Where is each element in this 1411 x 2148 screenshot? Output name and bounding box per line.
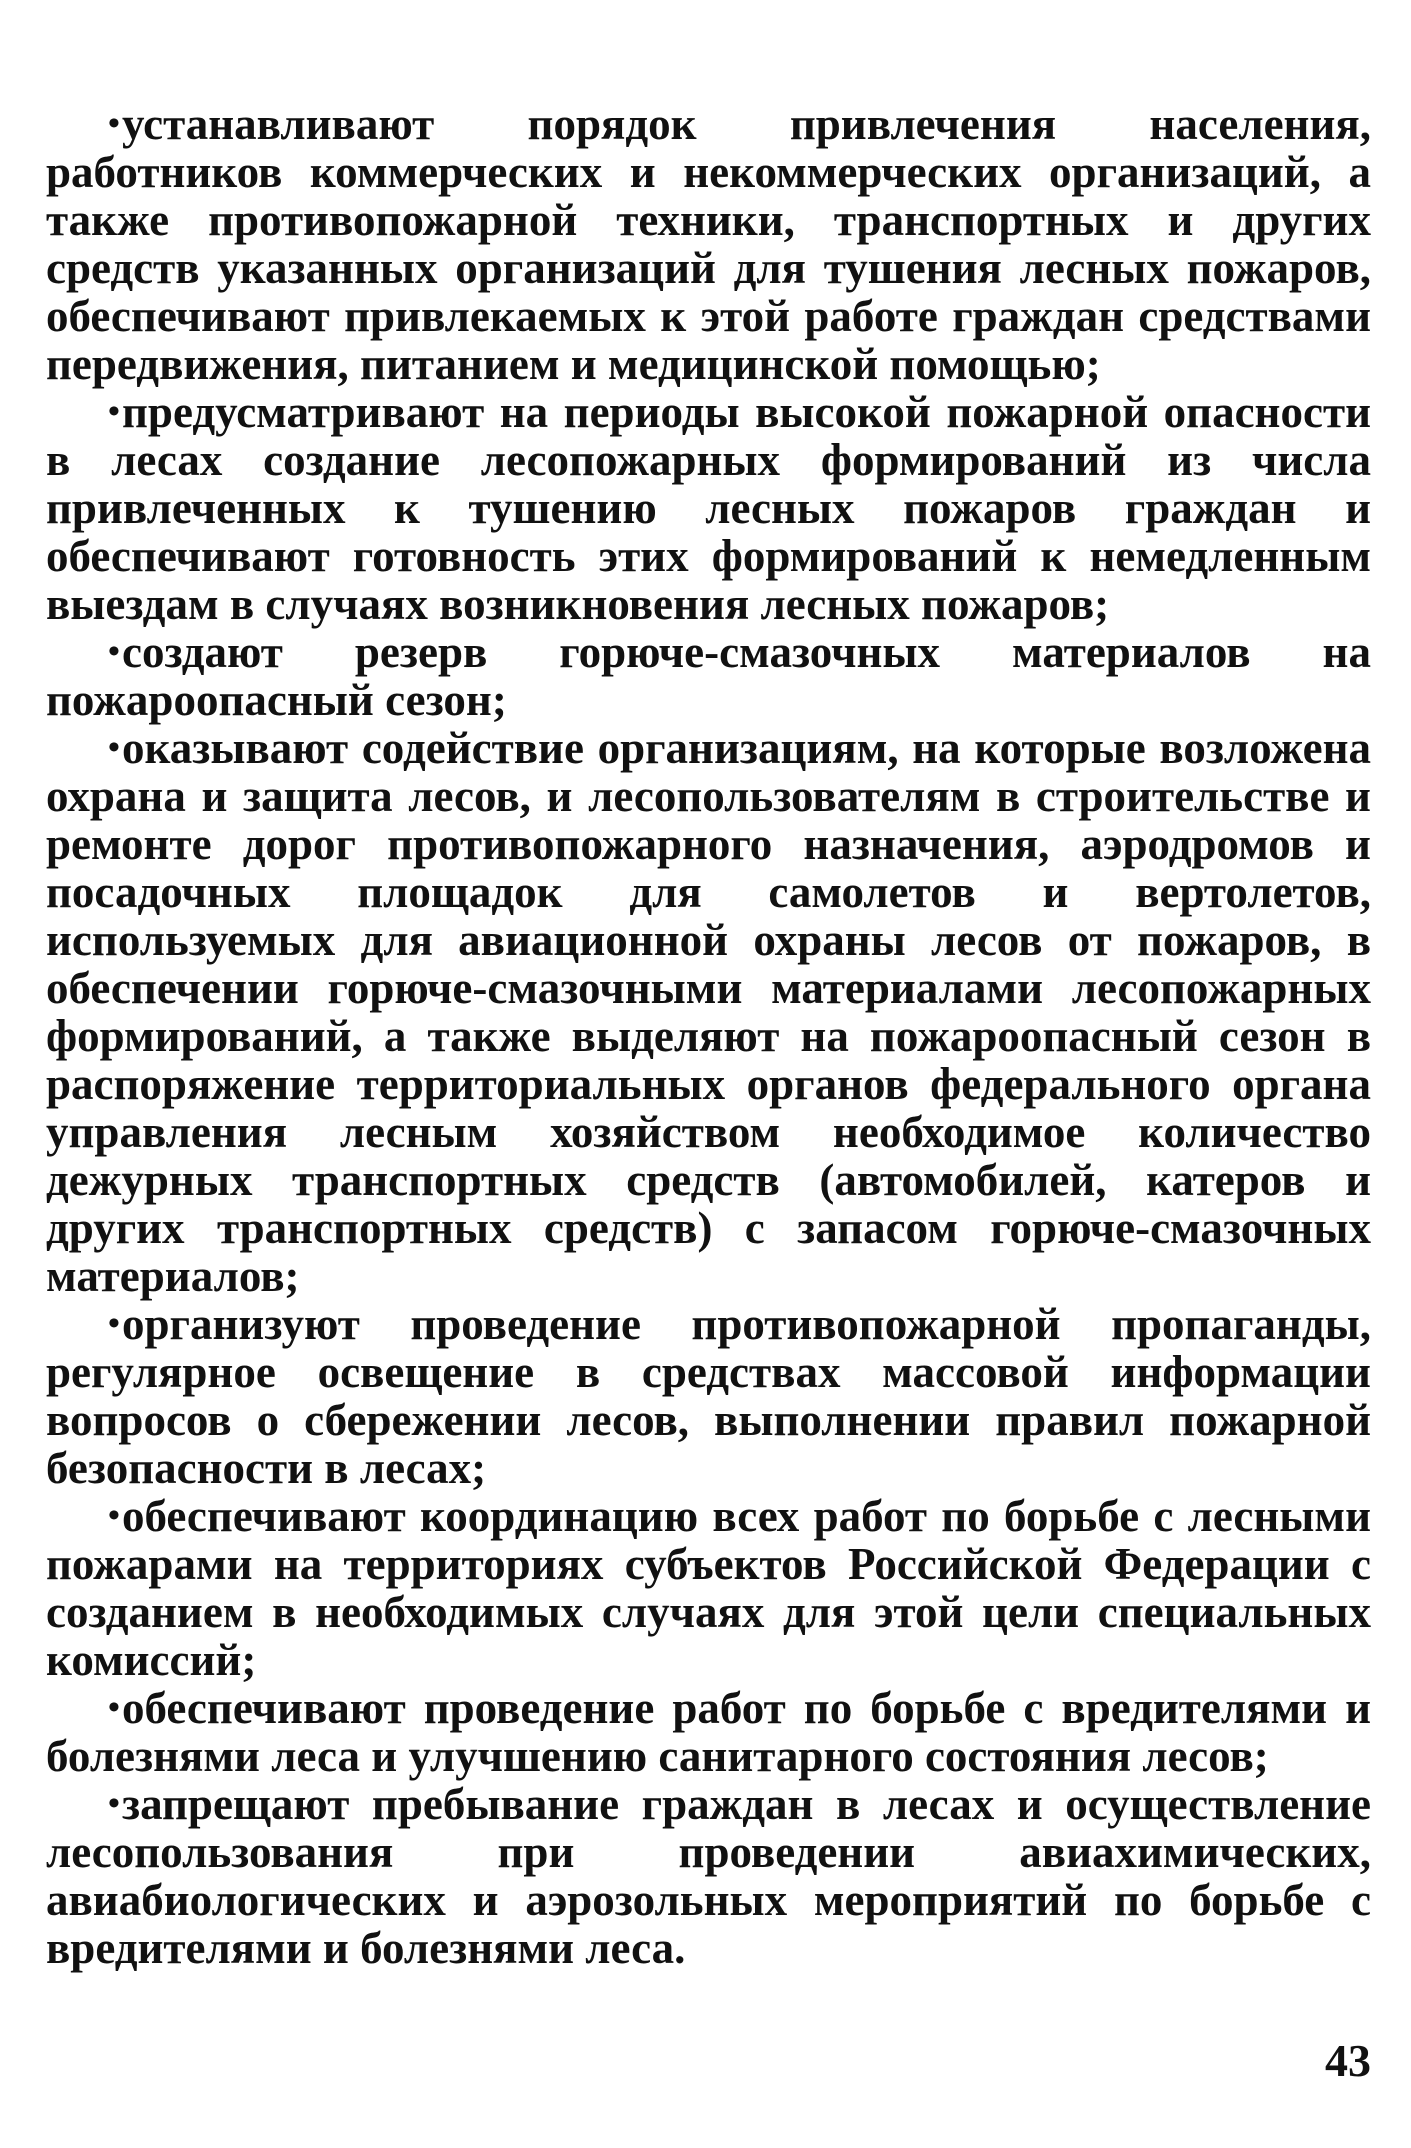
bullet-icon: • <box>108 1689 120 1726</box>
bullet-icon: • <box>108 1785 120 1822</box>
bullet-icon: • <box>108 393 120 430</box>
list-item <box>46 1492 1371 1684</box>
bullet-icon: • <box>108 633 120 670</box>
bullet-list <box>46 100 1371 1972</box>
list-item <box>46 1780 1371 1972</box>
list-item-text: обеспечивают проведение работ по борьбе с вредителями и болезнями леса и улучшению санитарного состояния лесов; <box>46 1683 1371 1781</box>
list-item <box>46 628 1371 724</box>
list-item-text: запрещают пребывание граждан в лесах и осуществление лесопользования при проведении авиахимических, авиабиологических и аэрозольных мероприятий по борьбе с вредителями и болезнями леса. <box>46 1779 1371 1973</box>
bullet-icon: • <box>108 105 120 142</box>
list-item-text: обеспечивают координацию всех работ по борьбе с лесными пожарами на территориях субъектов Российской Федерации с созданием в необходимых случаях для этой цели специальных комиссий; <box>46 1491 1371 1685</box>
list-item <box>46 1300 1371 1492</box>
page-number: 43 <box>1325 2035 1371 2086</box>
page-body <box>46 100 1371 1972</box>
list-item <box>46 724 1371 1300</box>
list-item-text: устанавливают порядок привлечения населения, работников коммерческих и некоммерческих организаций, а также противопожарной техники, транспортных и других средств указанных организаций для тушения лесных пожаров, обеспечивают привлекаемых к этой работе граждан средствами передвижения, питанием и медицинской помощью; <box>46 99 1371 389</box>
list-item <box>46 100 1371 388</box>
list-item-text: организуют проведение противопожарной пропаганды, регулярное освещение в средствах массовой информации вопросов о сбережении лесов, выполнении правил пожарной безопасности в лесах; <box>46 1299 1371 1493</box>
list-item <box>46 388 1371 628</box>
list-item <box>46 1684 1371 1780</box>
list-item-text: предусматривают на периоды высокой пожарной опасности в лесах создание лесопожарных формирований из числа привлеченных к тушению лесных пожаров граждан и обеспечивают готовность этих формирований к немедленным выездам в случаях возникновения лесных пожаров; <box>46 387 1371 629</box>
list-item-text: создают резерв горюче-смазочных материалов на пожароопасный сезон; <box>46 627 1371 725</box>
list-item-text: оказывают содействие организациям, на которые возложена охрана и защита лесов, и лесопользователям в строительстве и ремонте дорог противопожарного назначения, аэродромов и посадочных площадок для самолетов и вертолетов, используемых для авиационной охраны лесов от пожаров, в обеспечении горюче-смазочными материалами лесопожарных формирований, а также выделяют на пожароопасный сезон в распоряжение территориальных органов федерального органа управления лесным хозяйством необходимое количество дежурных транспортных средств (автомобилей, катеров и других транспортных средств) с запасом горюче-смазочных материалов; <box>46 723 1371 1301</box>
bullet-icon: • <box>108 729 120 766</box>
bullet-icon: • <box>108 1305 120 1342</box>
bullet-icon: • <box>108 1497 120 1534</box>
